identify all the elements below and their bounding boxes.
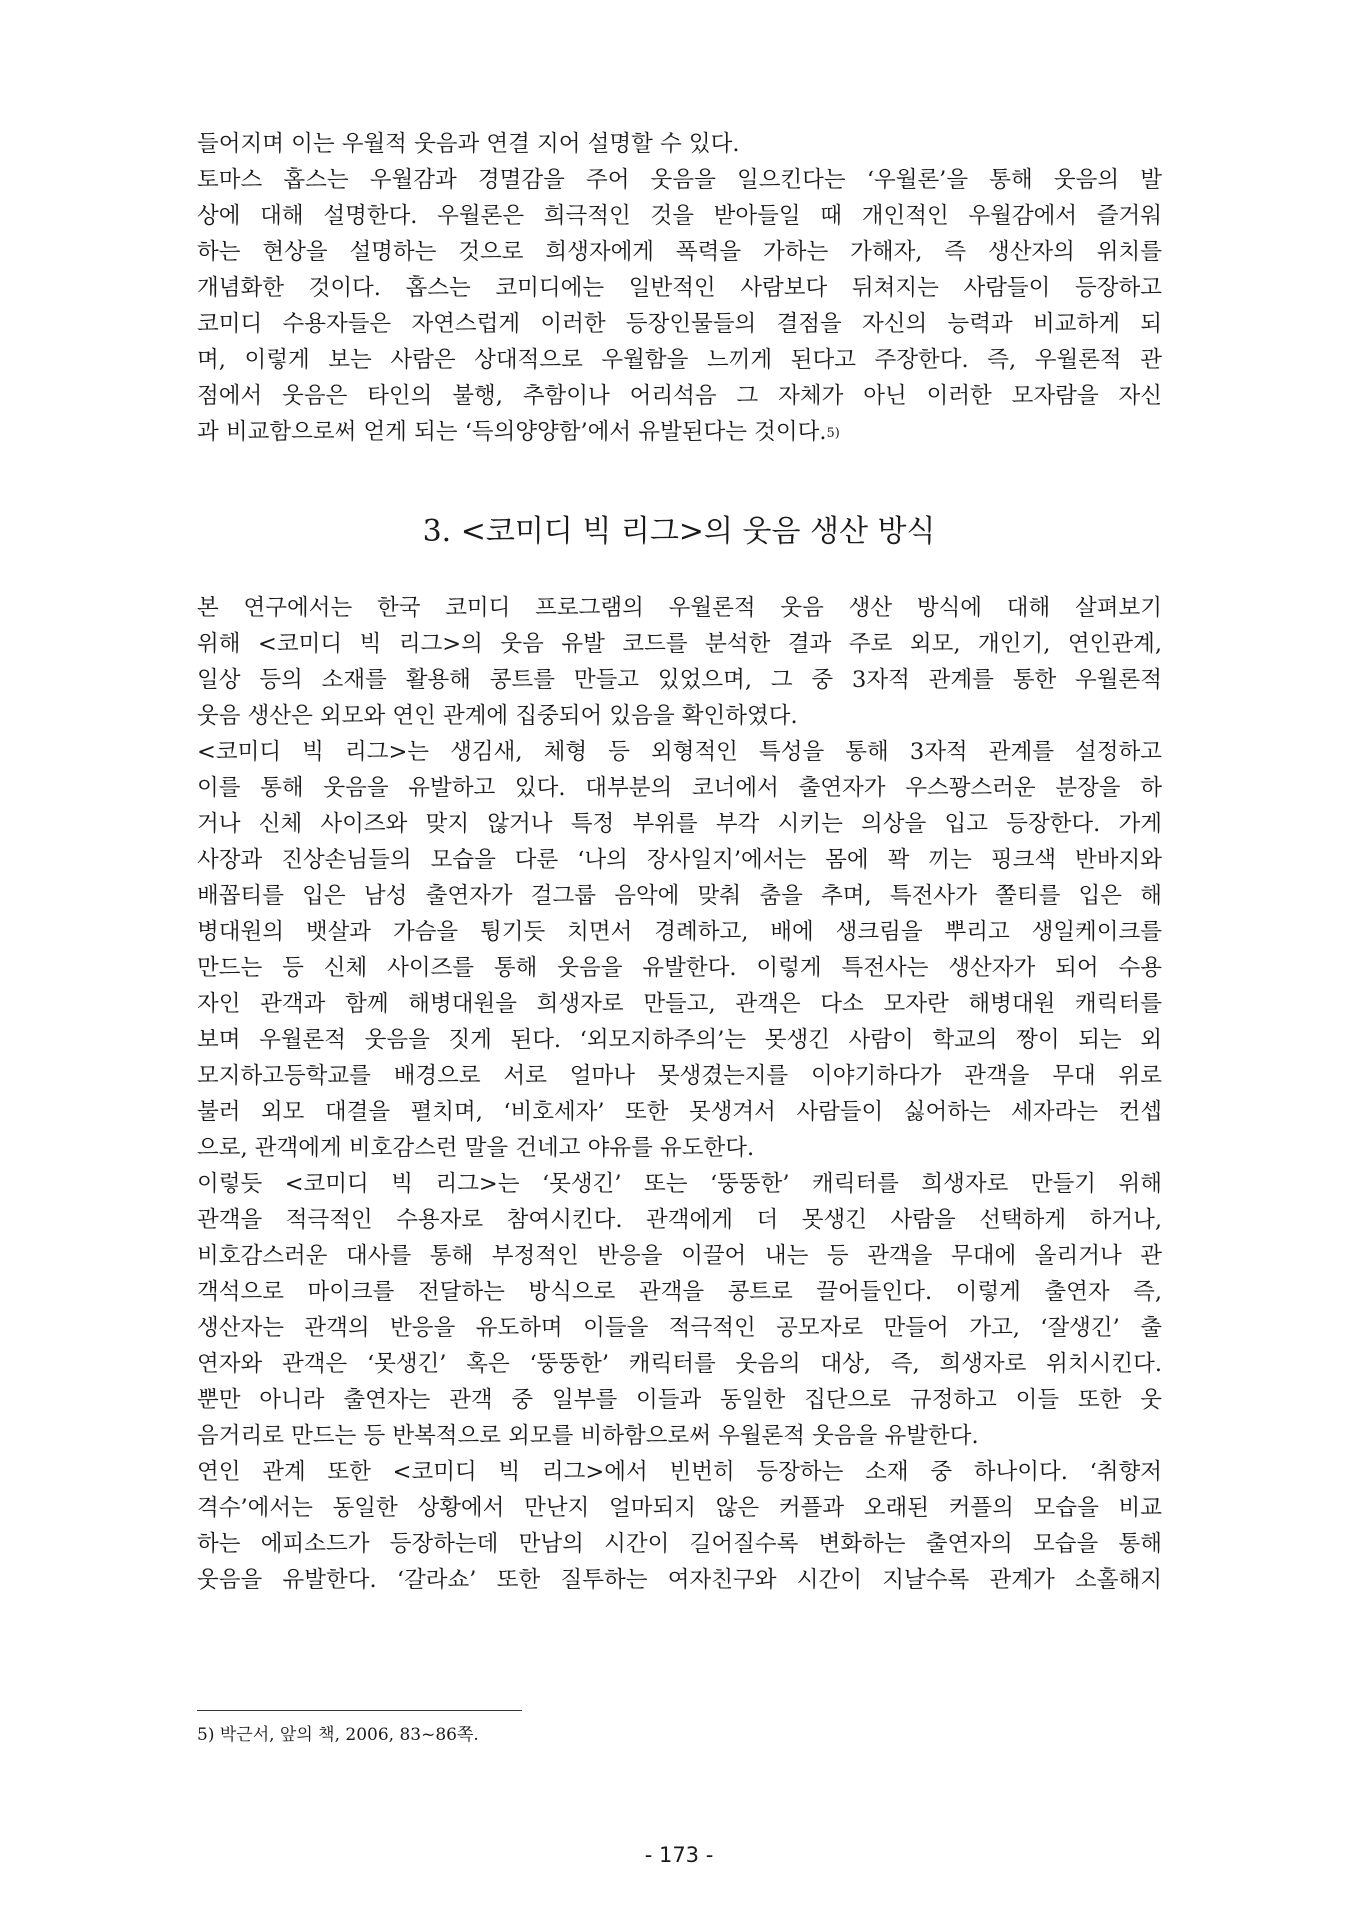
text-line: 만드는 등 신체 사이즈를 통해 웃음을 유발한다. 이렇게 특전사는 생산자가 되어 수용 bbox=[197, 955, 1162, 981]
text-line: 뿐만 아니라 출연자는 관객 중 일부를 이들과 동일한 집단으로 규정하고 이들 또한 웃 bbox=[197, 1387, 1162, 1413]
text-line: 웃음을 유발한다. ‘갈라쇼’ 또한 질투하는 여자친구와 시간이 지날수록 관계가 소홀해지 bbox=[197, 1567, 1162, 1593]
text-line: 이렇듯 <코미디 빅 리그>는 ‘못생긴’ 또는 ‘뚱뚱한’ 캐릭터를 희생자로 만들기 위해 bbox=[197, 1171, 1162, 1197]
text-line: 병대원의 뱃살과 가슴을 튕기듯 치면서 경례하고, 배에 생크림을 뿌리고 생일케이크를 bbox=[197, 919, 1162, 945]
footnote-divider bbox=[197, 1710, 522, 1711]
text-line: 웃음 생산은 외모와 연인 관계에 집중되어 있음을 확인하였다. bbox=[197, 703, 798, 729]
text-line: 하는 현상을 설명하는 것으로 희생자에게 폭력을 가하는 가해자, 즉 생산자의 위치를 bbox=[197, 239, 1162, 265]
text-line: <코미디 빅 리그>는 생김새, 체형 등 외형적인 특성을 통해 3자적 관계를 설정하고 bbox=[197, 739, 1162, 765]
text-line: 상에 대해 설명한다. 우월론은 희극적인 것을 받아들일 때 개인적인 우월감에서 즐거워 bbox=[197, 203, 1162, 229]
text-line: 토마스 홉스는 우월감과 경멸감을 주어 웃음을 일으킨다는 ‘우월론’을 통해 웃음의 발 bbox=[197, 167, 1162, 193]
text-line: 비호감스러운 대사를 통해 부정적인 반응을 이끌어 내는 등 관객을 무대에 올리거나 관 bbox=[197, 1243, 1162, 1269]
text-line: 사장과 진상손님들의 모습을 다룬 ‘나의 장사일지’에서는 몸에 꽉 끼는 핑크색 반바지와 bbox=[197, 847, 1162, 873]
footnote: 5) 박근서, 앞의 책, 2006, 83~86쪽. bbox=[197, 1725, 479, 1745]
text-line: 격수’에서는 동일한 상황에서 만난지 얼마되지 않은 커플과 오래된 커플의 모습을 비교 bbox=[197, 1495, 1162, 1521]
text-line: 관객을 적극적인 수용자로 참여시킨다. 관객에게 더 못생긴 사람을 선택하게 하거나, bbox=[197, 1207, 1162, 1233]
text-line: 거나 신체 사이즈와 맞지 않거나 특정 부위를 부각 시키는 의상을 입고 등장한다. 가게 bbox=[197, 811, 1162, 837]
text-line: 개념화한 것이다. 홉스는 코미디에는 일반적인 사람보다 뒤쳐지는 사람들이 등장하고 bbox=[197, 275, 1162, 301]
text-line: 생산자는 관객의 반응을 유도하며 이들을 적극적인 공모자로 만들어 가고, ‘잘생긴’ 출 bbox=[197, 1315, 1162, 1341]
text-line: 객석으로 마이크를 전달하는 방식으로 관객을 콩트로 끌어들인다. 이렇게 출연자 즉, bbox=[197, 1279, 1162, 1305]
text-line: 며, 이렇게 보는 사람은 상대적으로 우월함을 느끼게 된다고 주장한다. 즉, 우월론적 관 bbox=[197, 347, 1162, 373]
text-line: 들어지며 이는 우월적 웃음과 연결 지어 설명할 수 있다. bbox=[197, 131, 740, 157]
text-line: 배꼽티를 입은 남성 출연자가 걸그룹 음악에 맞춰 춤을 추며, 특전사가 쫄티를 입은 해 bbox=[197, 883, 1162, 909]
text-line: 하는 에피소드가 등장하는데 만남의 시간이 길어질수록 변화하는 출연자의 모습을 통해 bbox=[197, 1531, 1162, 1557]
section-heading: 3. <코미디 빅 리그>의 웃음 생산 방식 bbox=[422, 514, 936, 549]
text-line: 점에서 웃음은 타인의 불행, 추함이나 어리석음 그 자체가 아닌 이러한 모자람을 자신 bbox=[197, 383, 1162, 409]
text-line: 이를 통해 웃음을 유발하고 있다. 대부분의 코너에서 출연자가 우스꽝스러운 분장을 하 bbox=[197, 775, 1162, 801]
text-line: 음거리로 만드는 등 반복적으로 외모를 비하함으로써 우월론적 웃음을 유발한다. bbox=[197, 1423, 979, 1449]
page-number: - 173 - bbox=[644, 1843, 714, 1867]
text-line: 자인 관객과 함께 해병대원을 희생자로 만들고, 관객은 다소 모자란 해병대원 캐릭터를 bbox=[197, 991, 1162, 1017]
text-line: 연인 관계 또한 <코미디 빅 리그>에서 빈번히 등장하는 소재 중 하나이다. ‘취향저 bbox=[197, 1459, 1162, 1485]
text-line: 으로, 관객에게 비호감스런 말을 건네고 야유를 유도한다. bbox=[197, 1135, 755, 1161]
text-line-with-footnote bbox=[197, 414, 1162, 454]
text-line: 연자와 관객은 ‘못생긴’ 혹은 ‘뚱뚱한’ 캐릭터를 웃음의 대상, 즉, 희생자로 위치시킨다. bbox=[197, 1351, 1162, 1377]
text-line: 본 연구에서는 한국 코미디 프로그램의 우월론적 웃음 생산 방식에 대해 살펴보기 bbox=[197, 595, 1162, 621]
text-line: 코미디 수용자들은 자연스럽게 이러한 등장인물들의 결점을 자신의 능력과 비교하게 되 bbox=[197, 311, 1162, 337]
text-line: 과 비교함으로써 얻게 되는 ‘득의양양함’에서 유발된다는 것이다. bbox=[197, 419, 827, 445]
text-line: 모지하고등학교를 배경으로 서로 얼마나 못생겼는지를 이야기하다가 관객을 무대 위로 bbox=[197, 1063, 1162, 1089]
text-line: 보며 우월론적 웃음을 짓게 된다. ‘외모지하주의’는 못생긴 사람이 학교의 짱이 되는 외 bbox=[197, 1027, 1162, 1053]
text-line: 위해 <코미디 빅 리그>의 웃음 유발 코드를 분석한 결과 주로 외모, 개인기, 연인관계, bbox=[197, 631, 1162, 657]
text-line: 일상 등의 소재를 활용해 콩트를 만들고 있었으며, 그 중 3자적 관계를 통한 우월론적 bbox=[197, 667, 1162, 693]
text-line: 불러 외모 대결을 펼치며, ‘비호세자’ 또한 못생겨서 사람들이 싫어하는 세자라는 컨셉 bbox=[197, 1099, 1162, 1125]
footnote-reference: 5) bbox=[826, 426, 840, 441]
